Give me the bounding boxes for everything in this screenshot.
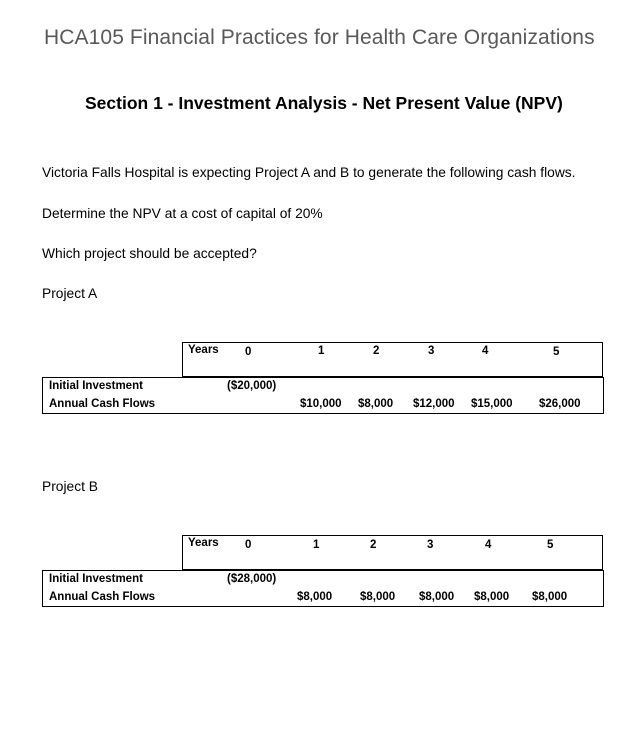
cash-flow-value: $26,000 [539, 398, 581, 410]
year-header: 3 [427, 539, 434, 551]
section-title: Section 1 - Investment Analysis - Net Present Value (NPV) [85, 93, 563, 113]
cash-flow-value: $8,000 [532, 591, 568, 603]
cash-flow-value: $8,000 [358, 398, 394, 410]
year-header: 5 [553, 346, 560, 358]
course-title: HCA105 Financial Practices for Health Care Organizations [44, 26, 595, 49]
intro-paragraph: Victoria Falls Hospital is expecting Project A and B to generate the following cash flows. [42, 165, 576, 180]
year-header: 4 [482, 345, 489, 357]
year-header: 3 [428, 345, 435, 357]
year-header: 1 [318, 345, 325, 357]
question-paragraph: Which project should be accepted? [42, 246, 257, 261]
annual-cash-flows-label: Annual Cash Flows [49, 591, 156, 603]
years-label: Years [188, 537, 219, 549]
cash-flow-value: $12,000 [413, 398, 455, 410]
annual-cash-flows-label: Annual Cash Flows [49, 398, 156, 410]
initial-investment-value: ($20,000) [227, 380, 277, 392]
initial-investment-label: Initial Investment [49, 573, 143, 585]
year-header: 0 [245, 346, 252, 358]
year-header: 5 [547, 539, 554, 551]
year-header: 2 [370, 539, 377, 551]
cash-flow-value: $15,000 [471, 398, 513, 410]
years-label: Years [188, 344, 219, 356]
project-a-label: Project A [42, 286, 98, 301]
cash-flow-value: $10,000 [300, 398, 342, 410]
initial-investment-value: ($28,000) [227, 573, 277, 585]
year-header: 4 [485, 539, 492, 551]
cash-flow-value: $8,000 [474, 591, 510, 603]
initial-investment-label: Initial Investment [49, 380, 143, 392]
project-b-table [42, 535, 604, 607]
year-header: 0 [245, 539, 252, 551]
project-a-table [42, 342, 604, 414]
cash-flow-value: $8,000 [360, 591, 396, 603]
project-b-label: Project B [42, 479, 98, 494]
year-header: 2 [373, 345, 380, 357]
determine-paragraph: Determine the NPV at a cost of capital of 20% [42, 206, 323, 221]
cash-flow-value: $8,000 [297, 591, 333, 603]
year-header: 1 [313, 539, 320, 551]
cash-flow-value: $8,000 [419, 591, 455, 603]
